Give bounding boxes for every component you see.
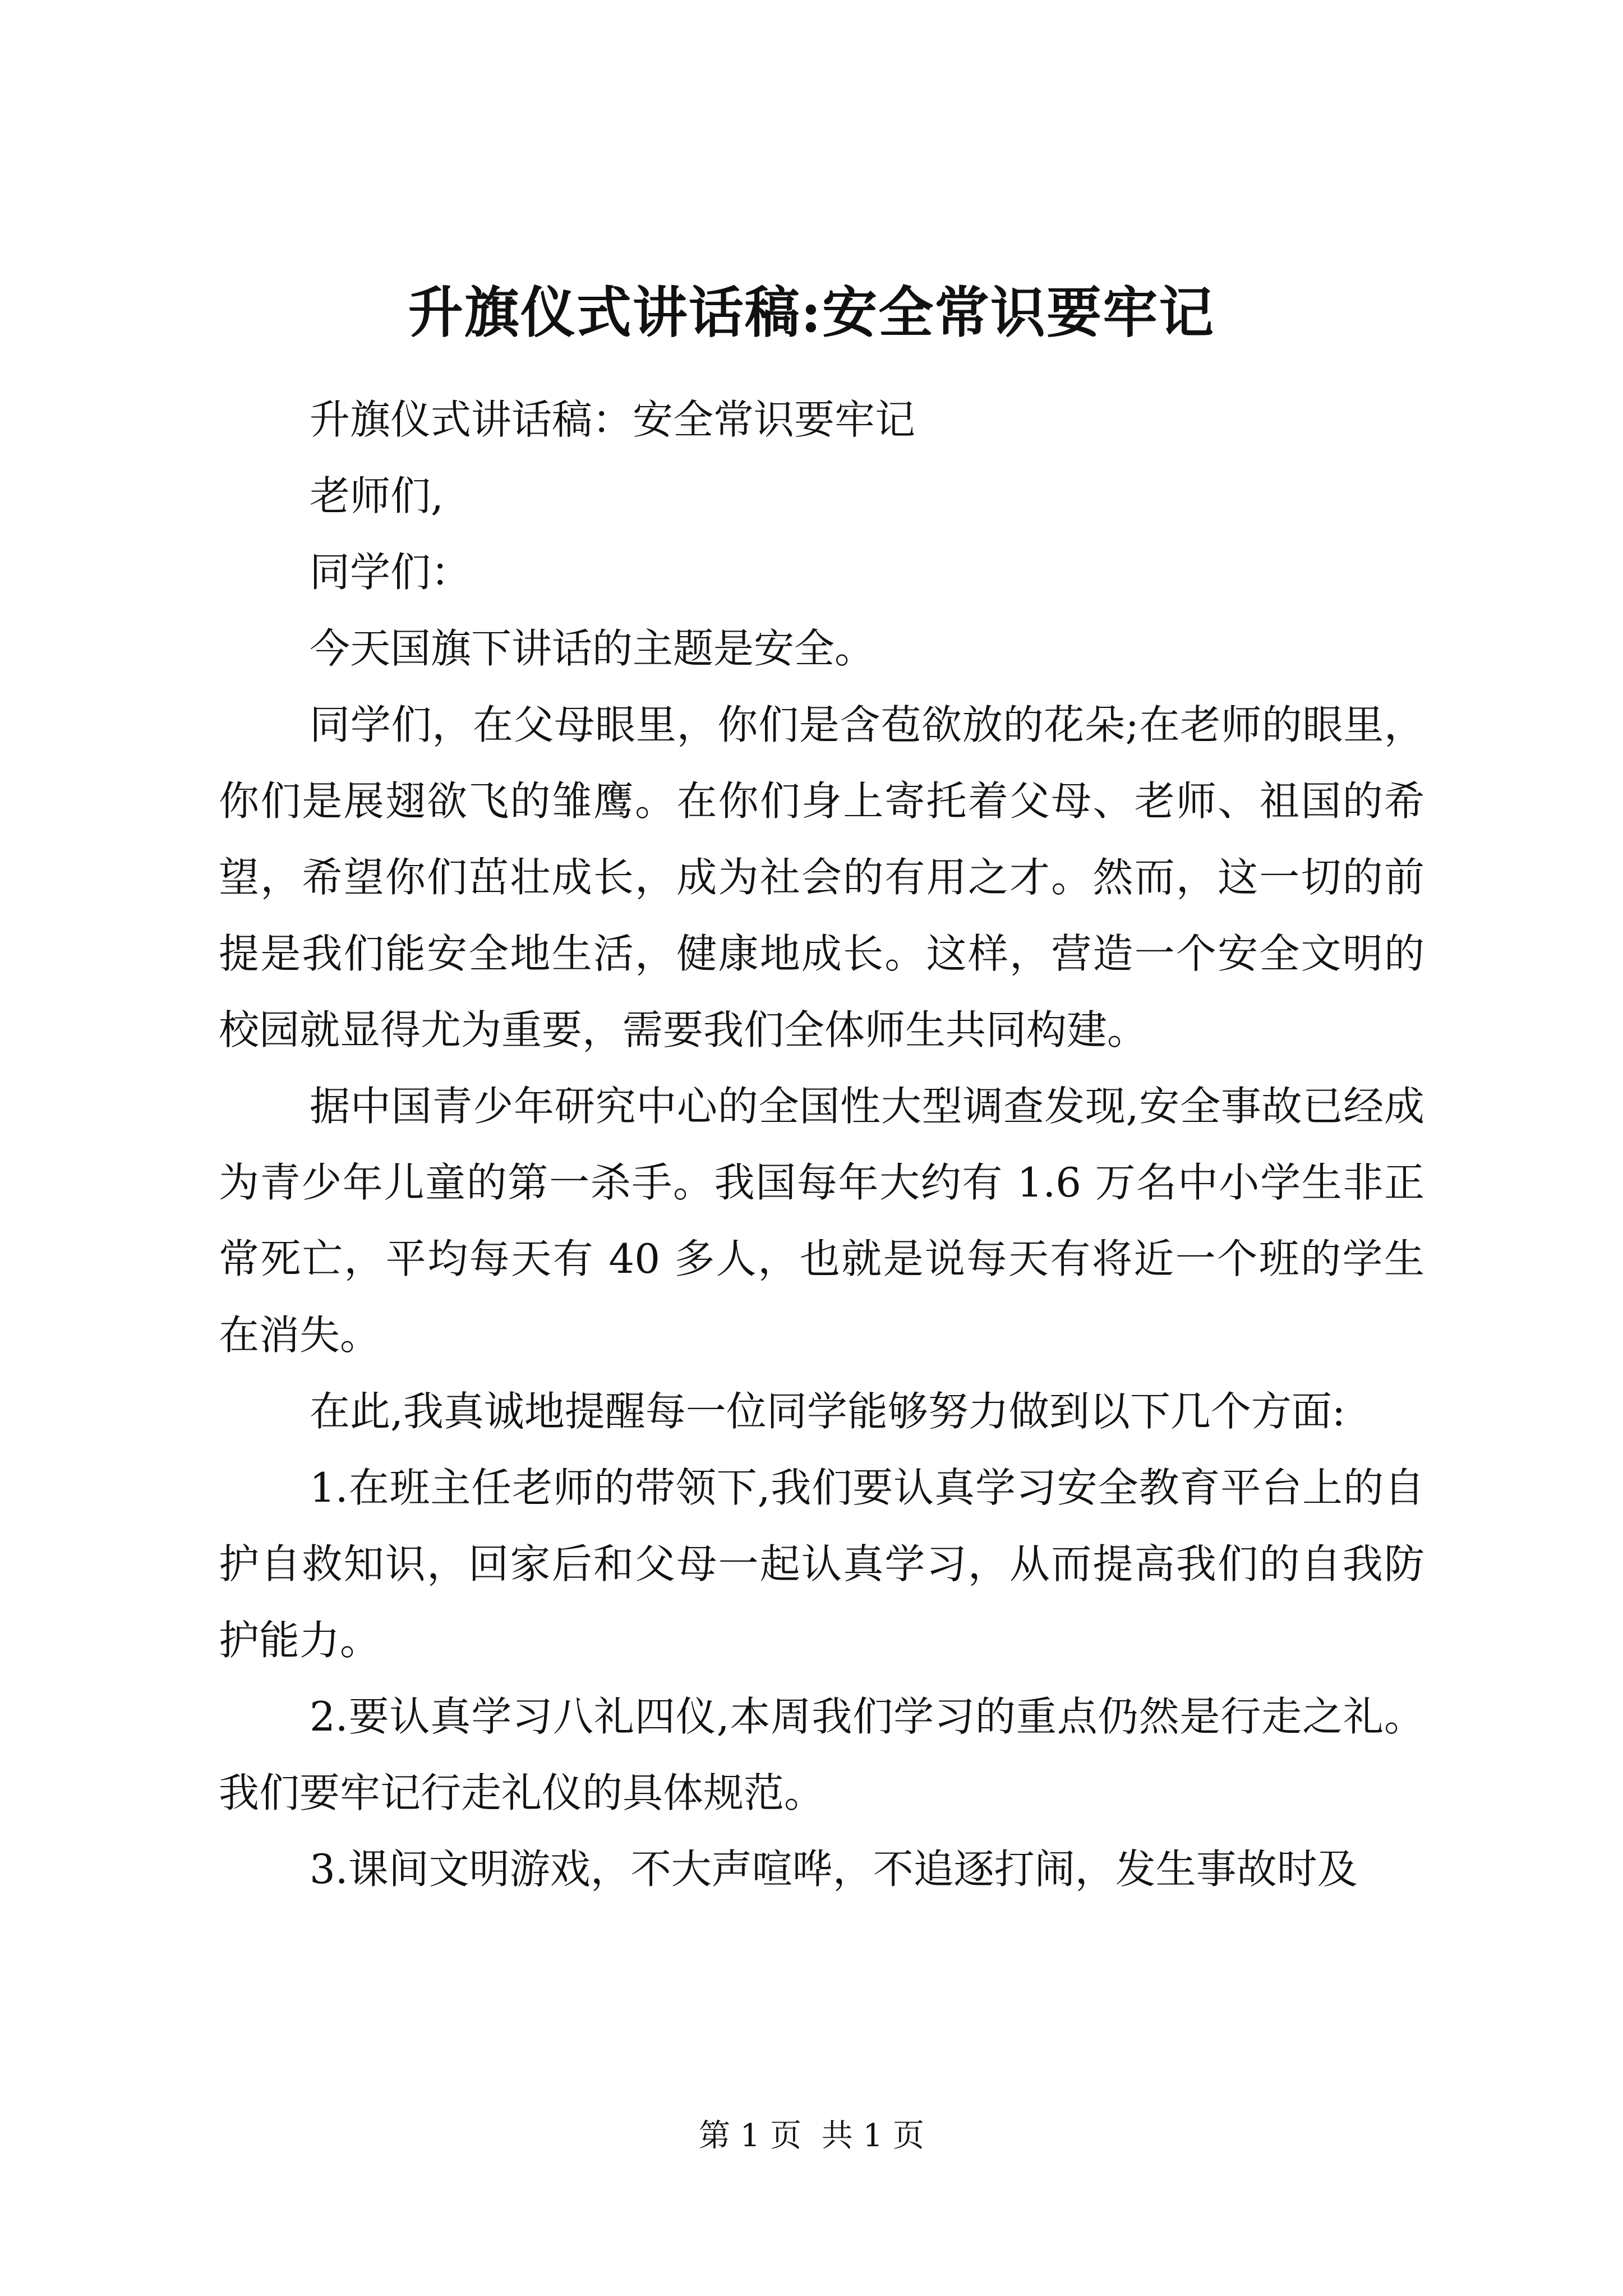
- paragraph-reminder: 在此,我真诚地提醒每一位同学能够努力做到以下几个方面:: [310, 1388, 1346, 1435]
- paragraph-intro: 同学们，在父母眼里，你们是含苞欲放的花朵;在老师的眼里，你们是展翅欲飞的雏鹰。在你们身上寄托着父母、老师、祖国的希望，希望你们茁壮成长，成为社会的有用之才。然而，这一切的前提是我们能安全地生活，健康地成长。这样，营造一个安全文明的校园就显得尤为重要，需要我们全体师生共同构建。: [219, 701, 1424, 1053]
- paragraph-salutation-students: 同学们：: [310, 549, 472, 596]
- paragraph-topic: 今天国旗下讲话的主题是安全。: [310, 625, 875, 672]
- page-number: 第 1 页: [698, 2118, 802, 2154]
- paragraph-subtitle: 升旗仪式讲话稿：安全常识要牢记: [310, 396, 916, 443]
- document-body: [219, 381, 1424, 1907]
- paragraph-statistics: 据中国青少年研究中心的全国性大型调查发现,安全事故已经成为青少年儿童的第一杀手。我国每年大约有 1.6 万名中小学生非正常死亡，平均每天有 40 多人，也就是说每天有将近一个班的学生在消失。: [219, 1083, 1424, 1359]
- paragraph-item-2: 2.要认真学习八礼四仪,本周我们学习的重点仍然是行走之礼。我们要牢记行走礼仪的具体规范。: [219, 1693, 1424, 1816]
- paragraph-item-3: 3.课间文明游戏，不大声喧哗，不追逐打闹，发生事故时及: [310, 1846, 1358, 1893]
- page-footer: [0, 2114, 1623, 2159]
- document-title: 升旗仪式讲话稿:安全常识要牢记: [408, 280, 1215, 345]
- page-total: 共 1 页: [821, 2118, 925, 2154]
- paragraph-salutation-teachers: 老师们,: [310, 472, 444, 519]
- paragraph-item-1: 1.在班主任老师的带领下,我们要认真学习安全教育平台上的自护自救知识，回家后和父母一起认真学习，从而提高我们的自我防护能力。: [219, 1464, 1424, 1664]
